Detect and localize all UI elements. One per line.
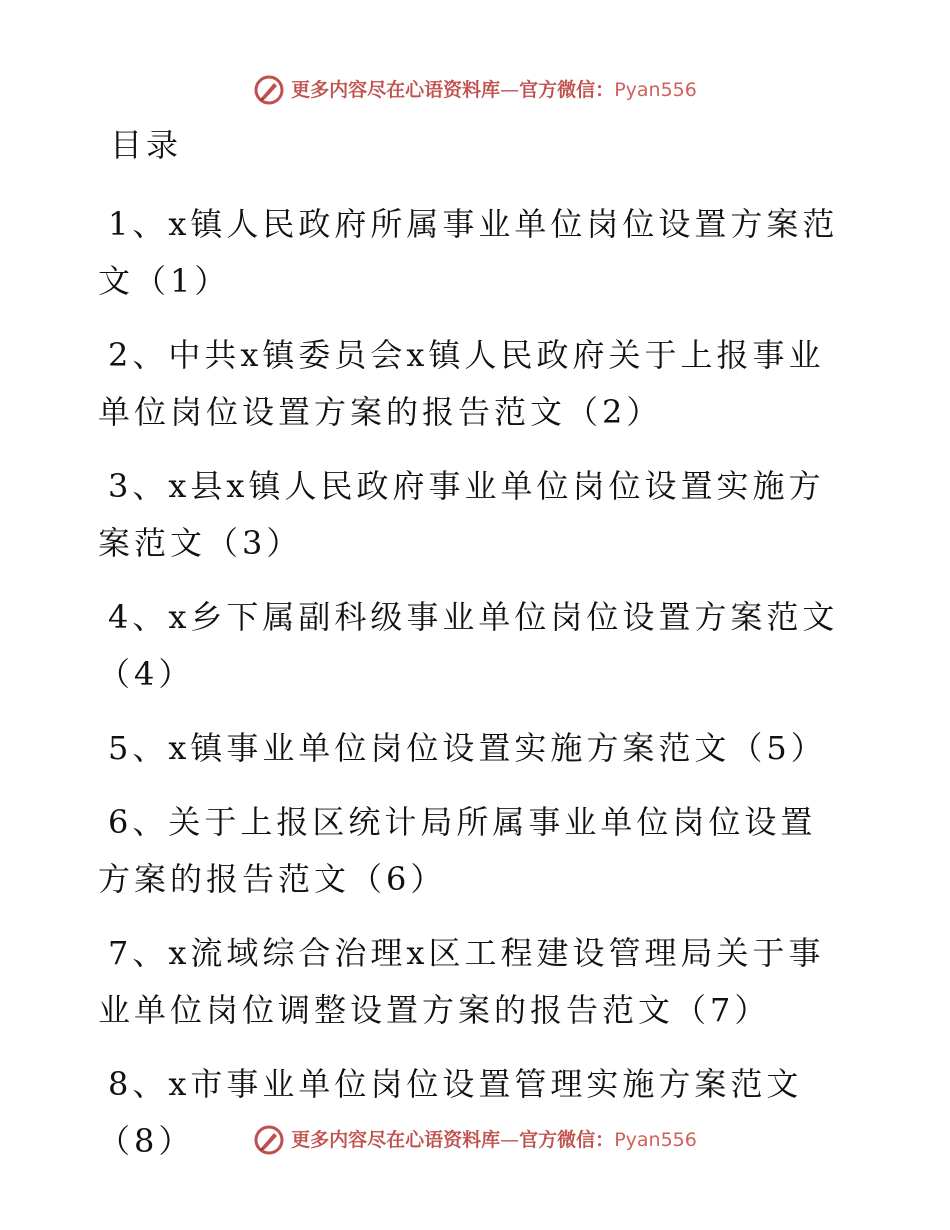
watermark-wechat-id: Pyan556	[614, 79, 697, 101]
watermark-text	[291, 1125, 697, 1155]
toc-item[interactable]: 6、关于上报区统计局所属事业单位岗位设置方案的报告范文（6）	[98, 803, 817, 898]
watermark-wechat-label: 官方微信：	[519, 79, 615, 101]
toc-item[interactable]: 4、x乡下属副科级事业单位岗位设置方案范文（4）	[98, 598, 839, 693]
toc-title: 目录	[110, 126, 183, 164]
pen-logo-icon	[253, 74, 285, 106]
header-watermark	[0, 74, 950, 106]
watermark-dash: —	[500, 79, 520, 101]
toc-item[interactable]: 5、x镇事业单位岗位设置实施方案范文（5）	[108, 729, 827, 767]
toc-item[interactable]: 3、x县x镇人民政府事业单位岗位设置实施方案范文（3）	[98, 467, 825, 562]
watermark-dash: —	[500, 1129, 520, 1151]
toc-item[interactable]: 1、x镇人民政府所属事业单位岗位设置方案范文（1）	[98, 205, 839, 300]
toc-item[interactable]: 7、x流域综合治理x区工程建设管理局关于事业单位岗位调整设置方案的报告范文（7）	[98, 934, 825, 1029]
watermark-wechat-id: Pyan556	[614, 1129, 697, 1151]
watermark-main-text: 更多内容尽在心语资料库	[291, 1129, 501, 1151]
toc-item[interactable]: 2、中共x镇委员会x镇人民政府关于上报事业单位岗位设置方案的报告范文（2）	[98, 336, 825, 431]
footer-watermark	[0, 1124, 950, 1156]
toc-list	[98, 196, 848, 1187]
watermark-text	[291, 75, 697, 105]
watermark-main-text: 更多内容尽在心语资料库	[291, 79, 501, 101]
watermark-wechat-label: 官方微信：	[519, 1129, 615, 1151]
toc-item[interactable]: 8、x市事业单位岗位设置管理实施方案范文（8）	[98, 1065, 803, 1160]
pen-logo-icon	[253, 1124, 285, 1156]
